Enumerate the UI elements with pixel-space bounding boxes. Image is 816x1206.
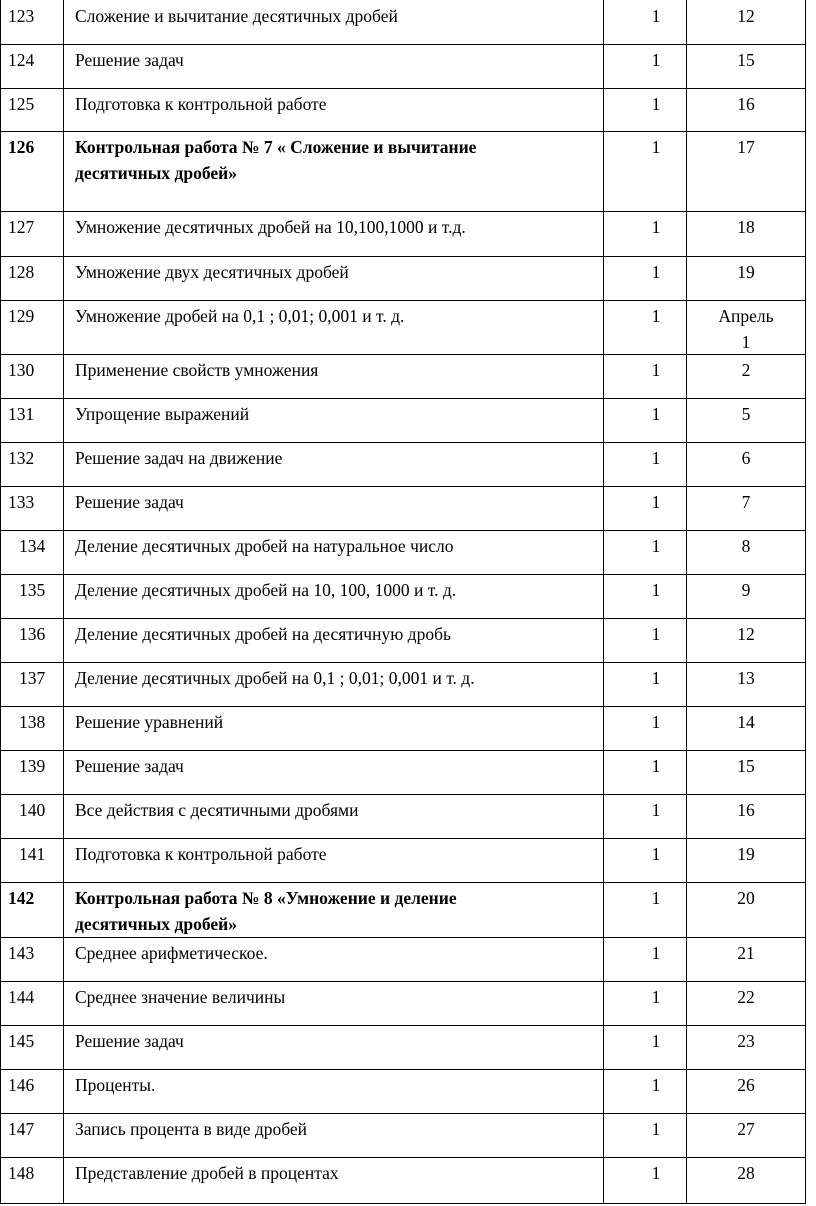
lesson-topic: Деление десятичных дробей на десятичную дробь — [75, 624, 451, 644]
row-number: 136 — [19, 624, 46, 644]
row-divider — [0, 354, 806, 355]
lesson-topic: Умножение дробей на 0,1 ; 0,01; 0,001 и т. д. — [75, 306, 405, 326]
lesson-date: 16 — [737, 800, 755, 820]
lesson-topic: Запись процента в виде дробей — [75, 1119, 308, 1139]
row-number: 140 — [19, 800, 46, 820]
lesson-date: 7 — [741, 492, 751, 512]
hours-count: 1 — [651, 492, 661, 512]
hours-count: 1 — [651, 137, 661, 157]
row-number: 127 — [8, 217, 35, 237]
hours-count: 1 — [651, 306, 661, 326]
lesson-topic: Деление десятичных дробей на натуральное число — [75, 536, 454, 556]
row-number: 142 — [8, 888, 35, 908]
lesson-topic: Проценты. — [75, 1075, 156, 1095]
lesson-date: 14 — [737, 712, 755, 732]
lesson-topic: Представление дробей в процентах — [75, 1163, 339, 1183]
lesson-date-continued: 1 — [741, 332, 751, 352]
row-number: 141 — [19, 844, 46, 864]
lesson-topic: Подготовка к контрольной работе — [75, 844, 327, 864]
lesson-topic: Контрольная работа № 7 « Сложение и вычитание — [75, 137, 477, 157]
hours-count: 1 — [651, 6, 661, 26]
lesson-topic: Сложение и вычитание десятичных дробей — [75, 6, 398, 26]
lesson-topic: Деление десятичных дробей на 10, 100, 1000 и т. д. — [75, 580, 457, 600]
row-divider — [0, 211, 806, 212]
hours-count: 1 — [651, 448, 661, 468]
hours-count: 1 — [651, 1075, 661, 1095]
column-divider — [0, 0, 1, 1204]
lesson-topic: Деление десятичных дробей на 0,1 ; 0,01; 0,001 и т. д. — [75, 668, 475, 688]
hours-count: 1 — [651, 844, 661, 864]
row-divider — [0, 706, 806, 707]
row-number: 134 — [19, 536, 46, 556]
hours-count: 1 — [651, 800, 661, 820]
hours-count: 1 — [651, 668, 661, 688]
lesson-date: 27 — [737, 1119, 755, 1139]
row-divider — [0, 1025, 806, 1026]
lesson-topic: Подготовка к контрольной работе — [75, 94, 327, 114]
row-divider — [0, 838, 806, 839]
hours-count: 1 — [651, 1119, 661, 1139]
row-number: 144 — [8, 987, 35, 1007]
row-number: 124 — [8, 50, 35, 70]
row-number: 145 — [8, 1031, 35, 1051]
row-number: 133 — [8, 492, 35, 512]
lesson-date: 15 — [737, 50, 755, 70]
row-number: 130 — [8, 360, 35, 380]
row-divider — [0, 88, 806, 89]
row-number: 146 — [8, 1075, 35, 1095]
hours-count: 1 — [651, 217, 661, 237]
row-divider — [0, 794, 806, 795]
lesson-topic: Умножение десятичных дробей на 10,100,1000 и т.д. — [75, 217, 466, 237]
hours-count: 1 — [651, 262, 661, 282]
lesson-date: 18 — [737, 217, 755, 237]
row-number: 125 — [8, 94, 35, 114]
hours-count: 1 — [651, 943, 661, 963]
row-number: 129 — [8, 306, 35, 326]
lesson-topic: Контрольная работа № 8 «Умножение и деление — [75, 888, 457, 908]
lesson-topic: Применение свойств умножения — [75, 360, 319, 380]
lesson-date: 6 — [741, 448, 751, 468]
hours-count: 1 — [651, 360, 661, 380]
lesson-date: 5 — [741, 404, 751, 424]
lesson-date: 12 — [737, 624, 755, 644]
lesson-topic: Среднее значение величины — [75, 987, 286, 1007]
hours-count: 1 — [651, 624, 661, 644]
row-divider — [0, 1113, 806, 1114]
lesson-date: 22 — [737, 987, 755, 1007]
row-divider — [0, 1157, 806, 1158]
hours-count: 1 — [651, 987, 661, 1007]
lesson-date: 2 — [741, 360, 751, 380]
row-divider — [0, 981, 806, 982]
lesson-date: 23 — [737, 1031, 755, 1051]
column-divider — [63, 0, 64, 1204]
lesson-topic: Решение задач — [75, 50, 184, 70]
lesson-topic-continued: десятичных дробей» — [75, 163, 237, 183]
lesson-date: 21 — [737, 943, 755, 963]
row-divider — [0, 662, 806, 663]
row-number: 147 — [8, 1119, 35, 1139]
row-number: 148 — [8, 1163, 35, 1183]
row-number: 135 — [19, 580, 46, 600]
row-number: 138 — [19, 712, 46, 732]
row-divider — [0, 256, 806, 257]
lesson-date: 13 — [737, 668, 755, 688]
row-number: 139 — [19, 756, 46, 776]
hours-count: 1 — [651, 536, 661, 556]
lesson-topic: Умножение двух десятичных дробей — [75, 262, 349, 282]
row-number: 126 — [8, 137, 35, 157]
lesson-date: Апрель — [718, 306, 774, 326]
lesson-topic: Решение задач — [75, 756, 184, 776]
row-number: 128 — [8, 262, 35, 282]
lesson-date: 19 — [737, 262, 755, 282]
row-divider — [0, 618, 806, 619]
row-divider — [0, 882, 806, 883]
lesson-date: 16 — [737, 94, 755, 114]
column-divider — [805, 0, 806, 1204]
lesson-date: 9 — [741, 580, 751, 600]
lesson-date: 20 — [737, 888, 755, 908]
row-divider — [0, 300, 806, 301]
row-number: 131 — [8, 404, 35, 424]
row-divider — [0, 1203, 806, 1204]
lesson-topic: Решение задач — [75, 492, 184, 512]
hours-count: 1 — [651, 1031, 661, 1051]
lesson-date: 12 — [737, 6, 755, 26]
hours-count: 1 — [651, 94, 661, 114]
lesson-topic: Решение задач на движение — [75, 448, 283, 468]
row-divider — [0, 574, 806, 575]
lesson-date: 8 — [741, 536, 751, 556]
row-divider — [0, 398, 806, 399]
row-divider — [0, 131, 806, 132]
lesson-date: 26 — [737, 1075, 755, 1095]
row-divider — [0, 1069, 806, 1070]
lesson-topic-continued: десятичных дробей» — [75, 914, 237, 934]
hours-count: 1 — [651, 756, 661, 776]
lesson-topic: Среднее арифметическое. — [75, 943, 268, 963]
lesson-date: 19 — [737, 844, 755, 864]
row-number: 137 — [19, 668, 46, 688]
lesson-topic: Все действия с десятичными дробями — [75, 800, 359, 820]
hours-count: 1 — [651, 1163, 661, 1183]
row-divider — [0, 44, 806, 45]
row-divider — [0, 937, 806, 938]
row-divider — [0, 750, 806, 751]
lesson-topic: Упрощение выражений — [75, 404, 250, 424]
hours-count: 1 — [651, 580, 661, 600]
lesson-topic: Решение уравнений — [75, 712, 224, 732]
lesson-date: 28 — [737, 1163, 755, 1183]
row-divider — [0, 442, 806, 443]
row-number: 132 — [8, 448, 35, 468]
lesson-date: 17 — [737, 137, 755, 157]
lesson-date: 15 — [737, 756, 755, 776]
row-number: 123 — [8, 6, 35, 26]
row-number: 143 — [8, 943, 35, 963]
row-divider — [0, 530, 806, 531]
lesson-topic: Решение задач — [75, 1031, 184, 1051]
hours-count: 1 — [651, 404, 661, 424]
row-divider — [0, 486, 806, 487]
hours-count: 1 — [651, 712, 661, 732]
hours-count: 1 — [651, 888, 661, 908]
hours-count: 1 — [651, 50, 661, 70]
